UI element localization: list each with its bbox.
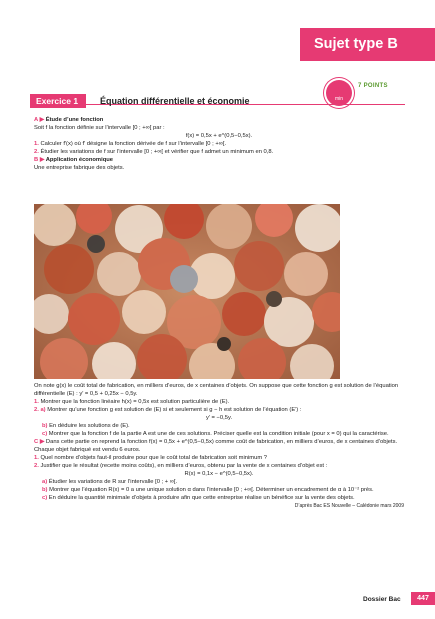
part-a (34, 116, 404, 172)
part-c-qb: b) Montrer que l’équation R(x) = 0 a une unique solution α dans l’intervalle [0 ; +∞[. Déterminer un encadrement de α à 10⁻² près. (42, 487, 374, 493)
part-b-para1: On note g(x) le coût total de fabrication, en milliers d’euros, de x centaines d’objets. On suppose que cette fonction g est solution de l’équation différentielle (E) : y′ = 0,5 + 0,25x − 0,5y. (34, 383, 399, 397)
exercise-title: Équation différentielle et économie (100, 96, 250, 106)
part-c-qc: c) En déduire la quantité minimale d’objets à produire afin que cette entreprise réalise un bénéfice sur la vente des objets. (42, 495, 355, 501)
chapter-header: Sujet type B (300, 28, 435, 61)
part-c-intro: C ▶ Dans cette partie on reprend la fonction f(x) = 0,5x + e^(0,5−0,5x) comme coût de fabrication, en milliers d’euros, de x centaines d’objets. Chaque objet fabriqué est vendu 6 euros. (34, 439, 398, 453)
source-citation: D’après Bac ES Nouvelle – Calédonie mars 2009 (294, 503, 404, 509)
part-c-eqR: R(x) = 0,1x − e^(0,5−0,5x). (184, 471, 254, 477)
timer-badge (326, 80, 352, 106)
timer-unit: min (334, 96, 344, 102)
part-c-q2: 2. Justifier que le résultat (recette moins coûts), en milliers d’euros, obtenu par la vente de x centaines d’objet est : (34, 463, 328, 469)
photo-plush-toys (34, 204, 340, 379)
timer-value: 80 (333, 85, 344, 95)
points-label: 7 POINTS (358, 83, 388, 89)
part-b-q2c: c) Montrer que la fonction f de la partie A est une de ces solutions. Préciser quelle est la condition initiale (pour x = 0) qui la caractérise. (42, 431, 389, 437)
part-a-heading: A ▶ Étude d’une fonction (34, 117, 104, 123)
part-b-q2b: b) En déduire les solutions de (E). (42, 423, 130, 429)
part-c-q1: 1. Quel nombre d’objets faut-il produire pour que le coût total de fabrication soit minimum ? (34, 455, 267, 461)
part-b-questions (34, 382, 404, 510)
exercise-label: Exercice 1 (30, 94, 86, 108)
footer-label: Dossier Bac (363, 596, 401, 603)
part-a-q1: 1. Calculer f′(x) où f′ désigne la fonction dérivée de f sur l’intervalle [0 ; +∞[. (34, 141, 227, 147)
part-a-q2: 2. Étudier les variations de f sur l’intervalle [0 ; +∞[ et vérifier que f admet un minimum en 0,8. (34, 149, 274, 155)
part-b-q1: 1. Montrer que la fonction linéaire h(x) = 0,5x est solution particulière de (E). (34, 399, 230, 405)
part-c-qa: a) Étudier les variations de R sur l’intervalle [0 ; + ∞[. (42, 479, 178, 485)
part-b-q2a: 2. a) Montrer qu’une fonction g est solution de (E) si et seulement si g − h est solution de l’équation (E′) : (34, 407, 302, 413)
part-b-heading: B ▶ Application économique (34, 157, 113, 163)
part-a-intro: Soit f la fonction définie sur l’intervalle [0 ; +∞[ par : (34, 125, 165, 131)
part-b-eq2: y′ = −0,5y. (205, 415, 233, 421)
page-number: 447 (411, 592, 435, 605)
part-b-intro: Une entreprise fabrique des objets. (34, 165, 125, 171)
part-a-formula: f(x) = 0,5x + e^(0,5−0,5x). (185, 133, 253, 139)
